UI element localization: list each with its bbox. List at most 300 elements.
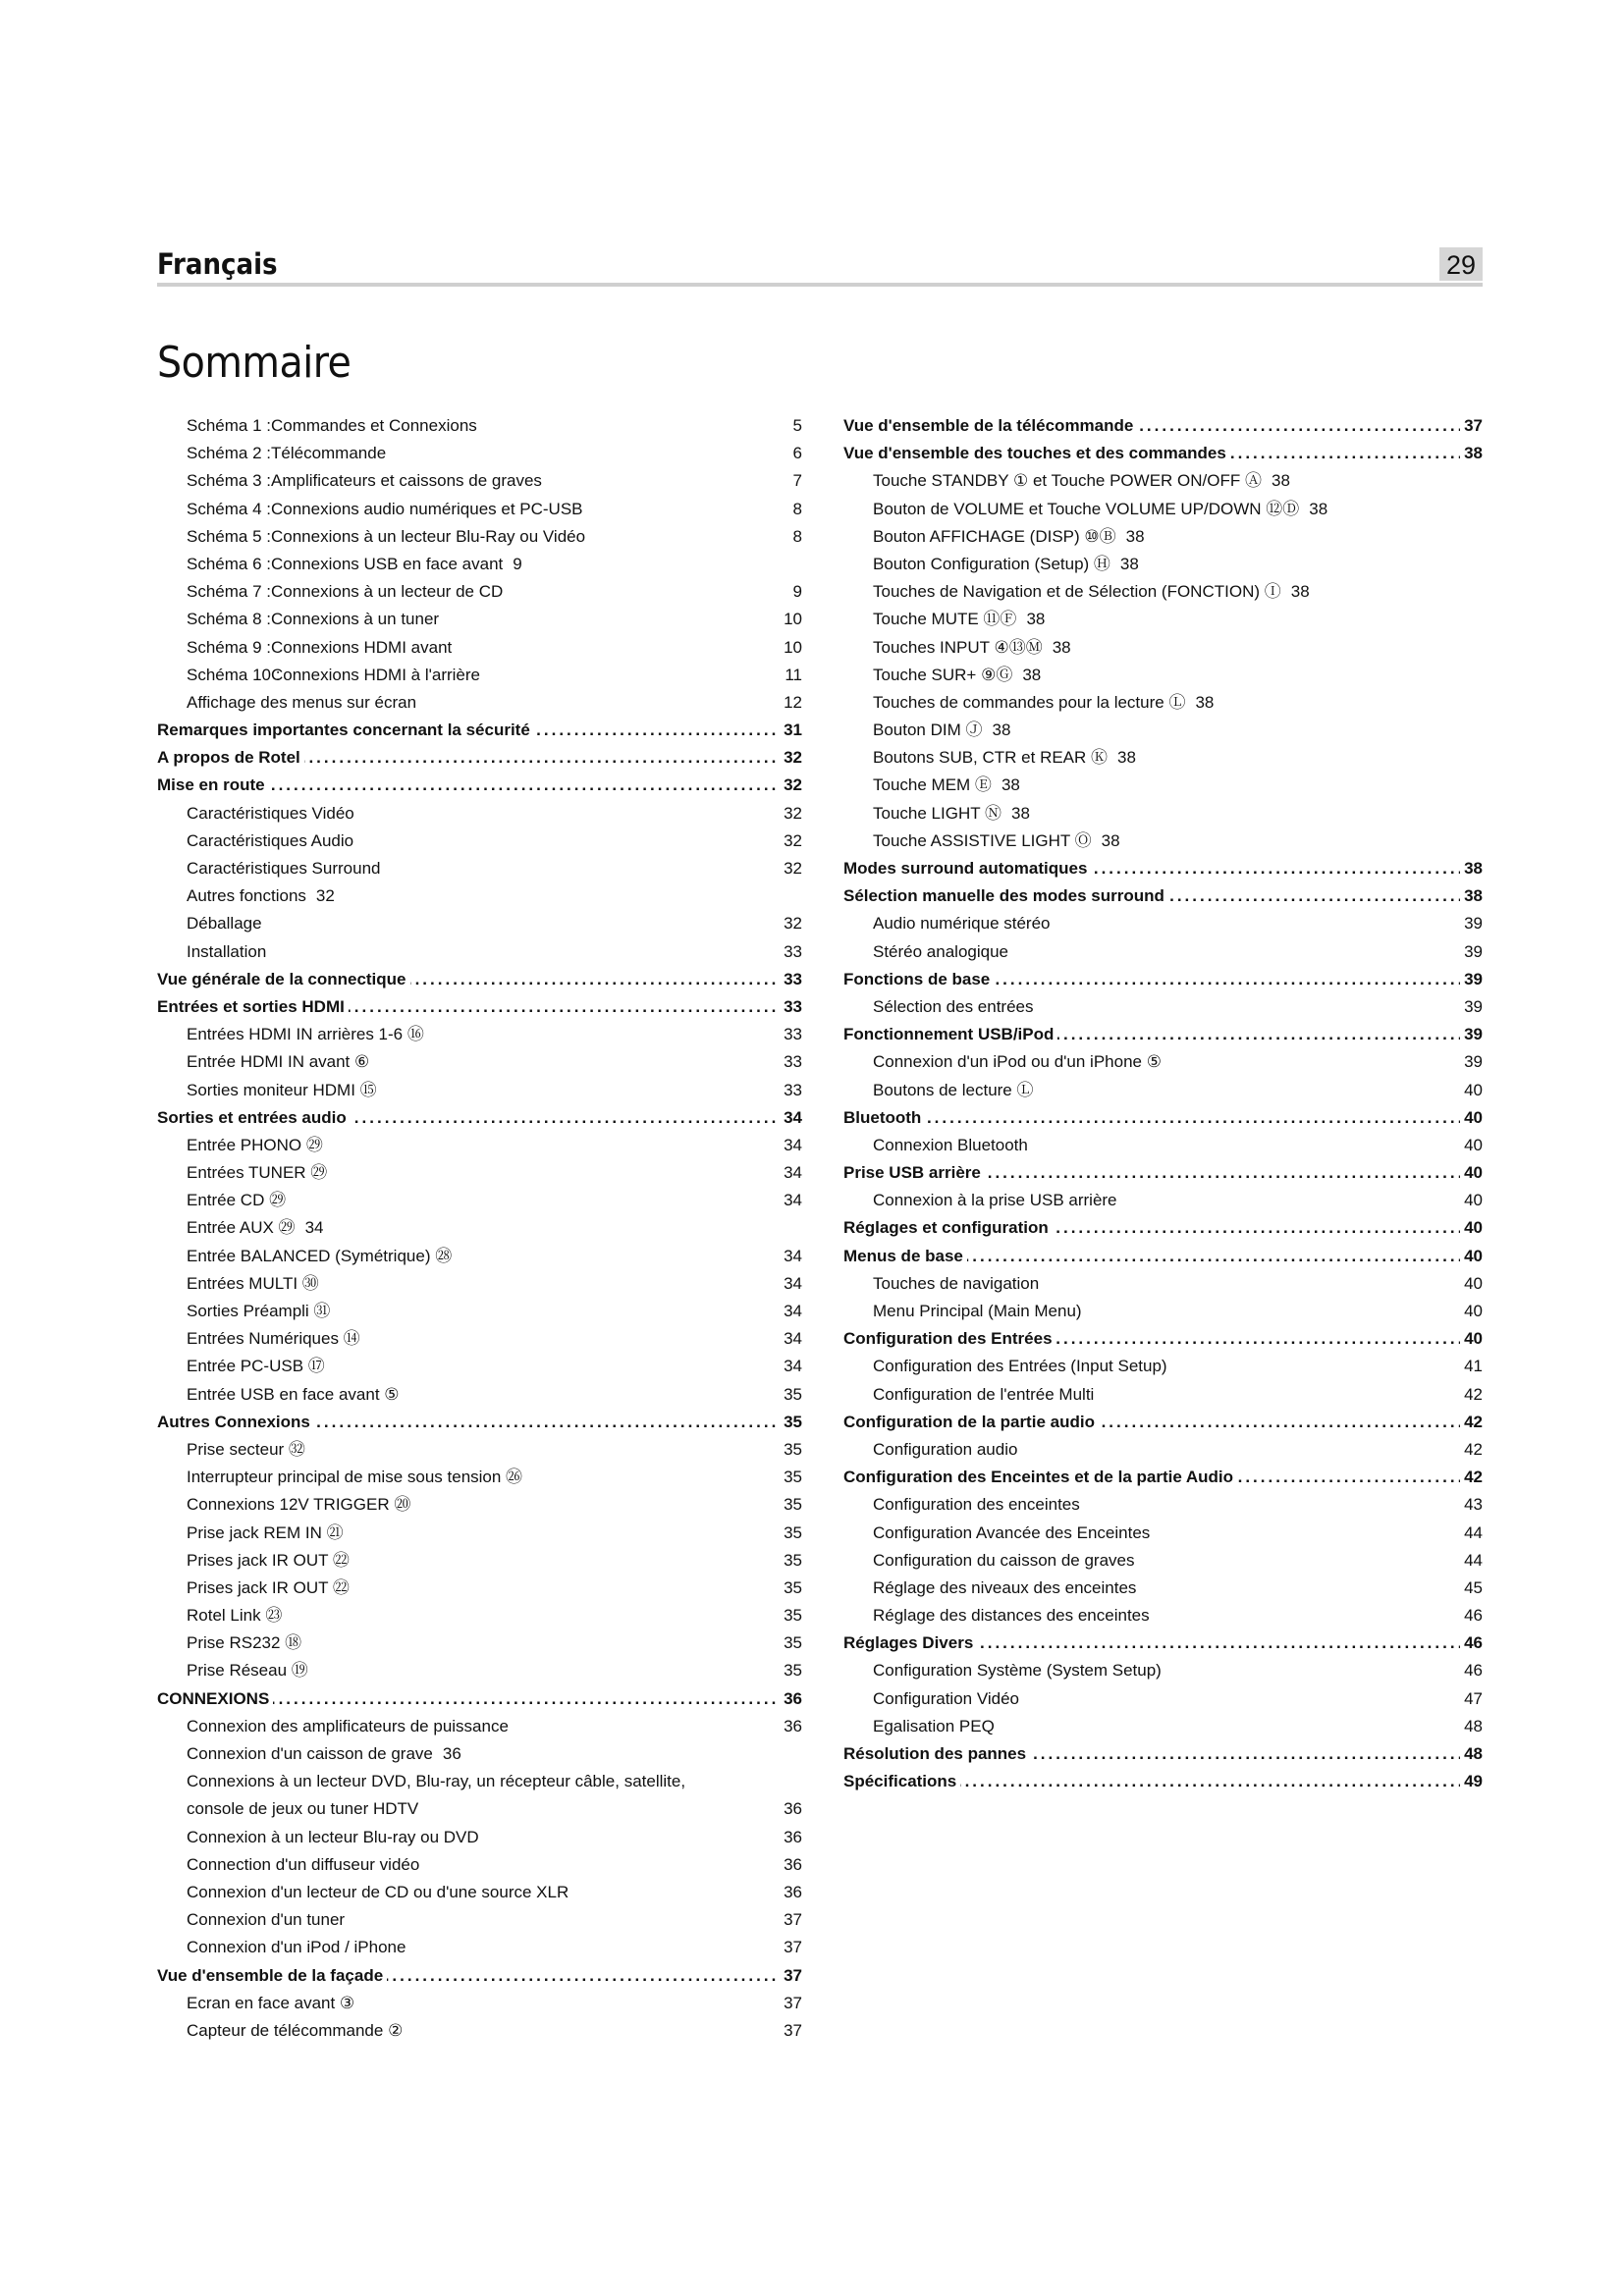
- toc-subentry: [157, 1934, 802, 1961]
- toc-entry-label: Touche LIGHT Ⓝ: [873, 803, 1002, 823]
- toc-entry-page: 34: [780, 1104, 802, 1132]
- toc-entry-page: 8: [792, 526, 802, 546]
- toc-entry-label: Vue d'ensemble de la télécommande: [843, 416, 1134, 435]
- toc-subentry: [843, 828, 1483, 855]
- toc-entry-prefix: Schéma 4 :: [187, 499, 271, 518]
- toc-entry-page: 37: [1460, 412, 1483, 440]
- toc-entry-label: Boutons SUB, CTR et REAR Ⓚ: [873, 748, 1109, 768]
- toc-entry-prefix: Schéma 9 :: [187, 637, 271, 657]
- toc-entry-page: 39: [1460, 966, 1483, 993]
- toc-subentry: [843, 551, 1483, 578]
- toc-entry-inline-page: 38: [1001, 775, 1020, 795]
- toc-entry-page: 34: [784, 1329, 802, 1349]
- toc-entry-label: Entrées et sorties HDMI: [157, 996, 345, 1016]
- toc-right-column: [843, 412, 1483, 1795]
- toc-entry-page: 40: [1460, 1325, 1483, 1353]
- toc-subentry: [157, 412, 802, 440]
- toc-entry-page: 37: [780, 1962, 802, 1990]
- toc-subentry: [843, 1132, 1483, 1159]
- toc-entry-label: Connexion d'un tuner: [187, 1910, 346, 1930]
- toc-entry-inline-page: 38: [1195, 692, 1215, 712]
- toc-subentry: [157, 523, 802, 551]
- toc-subentry: [843, 689, 1483, 717]
- toc-subentry: [843, 1685, 1483, 1713]
- toc-subentry: [157, 1270, 802, 1298]
- toc-entry-label: Stéréo analogique: [873, 941, 1009, 961]
- toc-entry-label: Touche STANDBY ① et Touche POWER ON/OFF Ⓐ: [873, 471, 1262, 491]
- toc-entry-label: Connexions à un lecteur Blu-Ray ou Vidéo: [271, 526, 586, 546]
- toc-entry-page: 43: [1464, 1495, 1483, 1515]
- toc-entry-page: 32: [784, 859, 802, 878]
- toc-entry-label: Caractéristiques Vidéo: [187, 803, 354, 823]
- toc-entry-page: 32: [780, 744, 802, 772]
- toc-entry-prefix: Schéma 5 :: [187, 526, 271, 546]
- toc-entry-label: Interrupteur principal de mise sous tension ㉖: [187, 1468, 523, 1487]
- toc-subentry: [157, 800, 802, 828]
- toc-entry-prefix: Schéma 2 :: [187, 444, 271, 463]
- toc-entry-page: 48: [1460, 1740, 1483, 1768]
- toc-left-column: [157, 412, 802, 2045]
- toc-section-entry: [843, 1021, 1483, 1048]
- toc-entry-page: 31: [780, 717, 802, 744]
- toc-subentry: [843, 1602, 1483, 1629]
- toc-subentry: [843, 634, 1483, 662]
- toc-subentry: [157, 1243, 802, 1270]
- toc-entry-label: Installation: [187, 941, 267, 961]
- toc-entry-label: Prise jack REM IN ㉑: [187, 1522, 344, 1542]
- toc-entry-label: Fonctions de base: [843, 969, 991, 988]
- toc-entry-prefix: Schéma 6 :: [187, 554, 271, 573]
- toc-entry-label: Sorties Préampli ㉛: [187, 1302, 331, 1320]
- toc-entry-page: 40: [1464, 1273, 1483, 1293]
- toc-entry-label: Mise en route: [157, 775, 265, 795]
- toc-entry-label: Remarques importantes concernant la sécurité: [157, 721, 530, 740]
- toc-entry-page: 9: [792, 582, 802, 602]
- toc-entry-label: Entrée PHONO ㉙: [187, 1135, 323, 1154]
- toc-entry-label: Connexion à un lecteur Blu-ray ou DVD: [187, 1827, 479, 1846]
- toc-entry-inline-page: 38: [1290, 582, 1310, 602]
- toc-section-entry: [843, 412, 1483, 440]
- toc-section-entry: [157, 717, 802, 744]
- toc-subentry: [157, 1159, 802, 1187]
- toc-entry-inline-page: 9: [513, 554, 522, 573]
- toc-entry-page: 35: [784, 1550, 802, 1570]
- toc-subentry: [157, 1187, 802, 1214]
- toc-subentry: [157, 1520, 802, 1547]
- toc-subentry: [157, 2017, 802, 2045]
- toc-entry-label: Vue générale de la connectique: [157, 969, 406, 988]
- toc-entry-label: Connexion des amplificateurs de puissance: [187, 1716, 509, 1735]
- toc-entry-page: 33: [784, 941, 802, 961]
- toc-section-entry: [843, 1629, 1483, 1657]
- toc-subentry: [157, 496, 802, 523]
- toc-entry-label: Sélection manuelle des modes surround: [843, 886, 1164, 906]
- toc-entry-label: Caractéristiques Surround: [187, 859, 381, 878]
- toc-entry-page: 39: [1464, 996, 1483, 1016]
- toc-entry-label: Prise Réseau ⑲: [187, 1661, 308, 1681]
- toc-section-entry: [843, 966, 1483, 993]
- toc-entry-label: Menus de base: [843, 1246, 963, 1265]
- toc-subentry: [157, 634, 802, 662]
- toc-subentry: [157, 551, 802, 578]
- toc-entry-label: console de jeux ou tuner HDTV: [187, 1799, 419, 1819]
- toc-entry-prefix: Schéma 8 :: [187, 610, 271, 629]
- toc-subentry: [843, 1657, 1483, 1684]
- toc-entry-inline-page: 38: [1011, 803, 1030, 823]
- toc-subentry: [157, 938, 802, 966]
- toc-entry-page: 35: [784, 1439, 802, 1459]
- toc-section-entry: [157, 772, 802, 799]
- toc-entry-page: 42: [1460, 1464, 1483, 1491]
- toc-entry-page: 40: [1464, 1135, 1483, 1154]
- toc-subentry: [157, 1325, 802, 1353]
- toc-section-entry: [843, 440, 1483, 467]
- toc-entry-label: Commandes et Connexions: [271, 416, 477, 435]
- toc-entry-page: 38: [1460, 440, 1483, 467]
- toc-entry-inline-page: 38: [1101, 830, 1120, 850]
- toc-entry-label: Autres Connexions: [157, 1412, 310, 1431]
- toc-entry-page: 35: [784, 1577, 802, 1597]
- toc-section-entry: [157, 993, 802, 1021]
- toc-entry-label: Rotel Link ㉓: [187, 1606, 283, 1626]
- toc-entry-page: 33: [784, 1080, 802, 1099]
- page-title: Sommaire: [157, 338, 352, 388]
- toc-entry-label: Connexion d'un iPod ou d'un iPhone ⑤: [873, 1052, 1162, 1072]
- toc-entry-page: 32: [784, 803, 802, 823]
- toc-entry-label: Bouton de VOLUME et Touche VOLUME UP/DOWN ⑫Ⓓ: [873, 499, 1300, 518]
- toc-subentry: [157, 1464, 802, 1491]
- toc-entry-label: Caractéristiques Audio: [187, 830, 354, 850]
- toc-section-entry: [843, 1768, 1483, 1795]
- toc-entry-label: Connexions à un tuner: [271, 610, 440, 629]
- toc-subentry: [843, 800, 1483, 828]
- toc-entry-label: Connexions HDMI à l'arrière: [271, 665, 480, 684]
- toc-subentry: [157, 1491, 802, 1519]
- toc-subentry: [843, 1077, 1483, 1104]
- toc-entry-label: Télécommande: [271, 444, 387, 463]
- toc-entry-page: 32: [784, 830, 802, 850]
- toc-entry-page: 40: [1464, 1302, 1483, 1320]
- toc-subentry: [843, 910, 1483, 937]
- toc-entry-page: 36: [784, 1854, 802, 1874]
- toc-entry-page: 33: [784, 1025, 802, 1044]
- toc-entry-page: 36: [784, 1882, 802, 1901]
- toc-entry-page: 37: [784, 2020, 802, 2040]
- toc-entry-page: 35: [784, 1384, 802, 1404]
- toc-section-entry: [843, 1159, 1483, 1187]
- toc-subentry: [843, 993, 1483, 1021]
- toc-subentry: [843, 578, 1483, 606]
- toc-subentry: [157, 1768, 802, 1795]
- toc-entry-label: Connexion à la prise USB arrière: [873, 1191, 1117, 1210]
- toc-entry-label: Affichage des menus sur écran: [187, 692, 417, 712]
- toc-entry-page: 11: [785, 665, 802, 684]
- toc-subentry: [157, 1048, 802, 1076]
- toc-entry-page: 34: [784, 1246, 802, 1265]
- toc-entry-label: Bouton Configuration (Setup) Ⓗ: [873, 554, 1110, 573]
- toc-entry-label: Configuration de l'entrée Multi: [873, 1384, 1095, 1404]
- toc-entry-page: 46: [1464, 1661, 1483, 1681]
- toc-entry-label: Ecran en face avant ③: [187, 1993, 355, 2012]
- toc-entry-label: Configuration audio: [873, 1439, 1018, 1459]
- toc-entry-label: Réglage des distances des enceintes: [873, 1606, 1150, 1626]
- toc-entry-prefix: Schéma 3 :: [187, 471, 271, 491]
- toc-entry-page: 40: [1460, 1159, 1483, 1187]
- toc-subentry: [157, 1547, 802, 1575]
- toc-entry-label: Prises jack IR OUT ㉒: [187, 1550, 350, 1570]
- toc-subentry: [157, 1077, 802, 1104]
- toc-entry-label: Prises jack IR OUT ㉒: [187, 1577, 350, 1597]
- toc-entry-page: 7: [792, 471, 802, 491]
- toc-entry-label: Touche MUTE ⑪Ⓕ: [873, 610, 1017, 629]
- toc-entry-label: Entrée HDMI IN avant ⑥: [187, 1052, 370, 1072]
- toc-entry-page: 48: [1464, 1716, 1483, 1735]
- toc-entry-label: Entrées MULTI ㉚: [187, 1273, 319, 1293]
- toc-entry-label: Vue d'ensemble de la façade: [157, 1965, 384, 1985]
- toc-entry-page: 49: [1460, 1768, 1483, 1795]
- toc-entry-label: Audio numérique stéréo: [873, 914, 1051, 934]
- toc-subentry: [157, 1602, 802, 1629]
- toc-entry-page: 42: [1464, 1439, 1483, 1459]
- toc-entry-label: Connexions à un lecteur de CD: [271, 582, 504, 602]
- toc-subentry: [157, 1879, 802, 1906]
- toc-section-entry: [843, 1325, 1483, 1353]
- toc-entry-label: Touches de navigation: [873, 1273, 1040, 1293]
- toc-section-entry: [843, 1409, 1483, 1436]
- toc-entry-label: Entrées TUNER ㉙: [187, 1163, 328, 1183]
- toc-subentry: [157, 1575, 802, 1602]
- toc-entry-prefix: Schéma 1 :: [187, 416, 271, 435]
- toc-subentry: [843, 523, 1483, 551]
- toc-subentry: [843, 1520, 1483, 1547]
- toc-entry-page: 36: [784, 1827, 802, 1846]
- page-header: [157, 245, 1483, 285]
- toc-entry-page: 34: [784, 1357, 802, 1376]
- toc-entry-label: Touche ASSISTIVE LIGHT Ⓞ: [873, 830, 1092, 850]
- toc-entry-label: Entrée AUX ㉙: [187, 1218, 296, 1238]
- toc-entry-label: Spécifications: [843, 1772, 957, 1791]
- toc-entry-label: Sélection des entrées: [873, 996, 1034, 1016]
- toc-entry-inline-page: 38: [1052, 637, 1071, 657]
- toc-subentry: [157, 1298, 802, 1325]
- toc-entry-label: Entrée USB en face avant ⑤: [187, 1384, 400, 1404]
- toc-entry-label: Menu Principal (Main Menu): [873, 1302, 1082, 1320]
- toc-entry-page: 35: [784, 1468, 802, 1487]
- toc-entry-page: 32: [780, 772, 802, 799]
- toc-entry-page: 44: [1464, 1550, 1483, 1570]
- toc-entry-page: 8: [792, 499, 802, 518]
- toc-entry-page: 39: [1460, 1021, 1483, 1048]
- toc-entry-page: 5: [792, 416, 802, 435]
- toc-entry-page: 12: [784, 692, 802, 712]
- toc-entry-prefix: Schéma 7 :: [187, 582, 271, 602]
- toc-section-entry: [843, 1464, 1483, 1491]
- toc-entry-page: 42: [1464, 1384, 1483, 1404]
- toc-entry-label: Réglages Divers: [843, 1633, 974, 1653]
- toc-entry-label: Touches de commandes pour la lecture Ⓛ: [873, 692, 1186, 712]
- toc-entry-label: Configuration Système (System Setup): [873, 1661, 1162, 1681]
- toc-subentry: [843, 1353, 1483, 1380]
- header-divider: [157, 283, 1483, 287]
- toc-entry-label: Connexions 12V TRIGGER ⑳: [187, 1495, 411, 1515]
- toc-entry-label: Configuration des Entrées (Input Setup): [873, 1357, 1167, 1376]
- toc-entry-page: 40: [1464, 1191, 1483, 1210]
- toc-entry-page: 38: [1460, 855, 1483, 882]
- toc-entry-label: Prise USB arrière: [843, 1163, 981, 1183]
- toc-entry-page: 39: [1464, 914, 1483, 934]
- toc-entry-label: Réglages et configuration: [843, 1218, 1049, 1238]
- toc-entry-label: Configuration des enceintes: [873, 1495, 1080, 1515]
- toc-subentry: [843, 1491, 1483, 1519]
- toc-entry-inline-page: 38: [1022, 665, 1042, 684]
- toc-subentry: [843, 467, 1483, 495]
- toc-entry-label: Connexion Bluetooth: [873, 1135, 1028, 1154]
- toc-entry-page: 40: [1460, 1214, 1483, 1242]
- toc-entry-inline-page: 38: [1125, 526, 1145, 546]
- toc-subentry: [843, 717, 1483, 744]
- toc-entry-page: 33: [780, 966, 802, 993]
- toc-entry-page: 10: [784, 610, 802, 629]
- toc-subentry: [843, 662, 1483, 689]
- toc-entry-label: Connection d'un diffuseur vidéo: [187, 1854, 420, 1874]
- toc-entry-page: 33: [784, 1052, 802, 1072]
- toc-subentry: [157, 1629, 802, 1657]
- toc-entry-page: 35: [784, 1522, 802, 1542]
- toc-subentry: [843, 1298, 1483, 1325]
- toc-entry-page: 40: [1464, 1080, 1483, 1099]
- toc-entry-page: 34: [784, 1273, 802, 1293]
- toc-section-entry: [843, 855, 1483, 882]
- toc-entry-label: Connexions à un lecteur DVD, Blu-ray, un récepteur câble, satellite,: [187, 1772, 686, 1791]
- toc-entry-label: Configuration des Enceintes et de la partie Audio: [843, 1468, 1234, 1487]
- toc-entry-label: Boutons de lecture Ⓛ: [873, 1080, 1034, 1099]
- toc-entry-page: 37: [784, 1910, 802, 1930]
- toc-entry-label: Connexions audio numériques et PC-USB: [271, 499, 583, 518]
- toc-section-entry: [157, 1685, 802, 1713]
- toc-entry-page: 35: [784, 1661, 802, 1681]
- toc-entry-label: Connexion d'un lecteur de CD ou d'une source XLR: [187, 1882, 569, 1901]
- language-label: Français: [157, 247, 278, 281]
- toc-subentry: [157, 689, 802, 717]
- toc-entry-label: Réglage des niveaux des enceintes: [873, 1577, 1137, 1597]
- toc-entry-page: 35: [784, 1606, 802, 1626]
- toc-entry-page: 40: [1460, 1243, 1483, 1270]
- toc-subentry: [843, 1547, 1483, 1575]
- toc-entry-page: 46: [1464, 1606, 1483, 1626]
- toc-subentry: [843, 772, 1483, 799]
- toc-entry-page: 32: [784, 914, 802, 934]
- toc-entry-label: Entrée PC-USB ⑰: [187, 1357, 325, 1376]
- toc-entry-label: Configuration de la partie audio: [843, 1412, 1095, 1431]
- toc-entry-page: 46: [1460, 1629, 1483, 1657]
- toc-entry-page: 37: [784, 1993, 802, 2012]
- toc-entry-page: 44: [1464, 1522, 1483, 1542]
- toc-entry-page: 39: [1464, 1052, 1483, 1072]
- toc-entry-label: Bouton DIM Ⓙ: [873, 721, 983, 740]
- toc-subentry: [157, 1353, 802, 1380]
- page-number: 29: [1439, 247, 1483, 281]
- toc-entry-label: A propos de Rotel: [157, 748, 300, 768]
- toc-subentry: [843, 496, 1483, 523]
- toc-entry-label: Capteur de télécommande ②: [187, 2020, 404, 2040]
- toc-subentry: [157, 440, 802, 467]
- toc-subentry: [843, 1436, 1483, 1464]
- toc-entry-page: 34: [784, 1135, 802, 1154]
- toc-entry-page: 36: [780, 1685, 802, 1713]
- toc-entry-label: Configuration Avancée des Enceintes: [873, 1522, 1151, 1542]
- toc-section-entry: [157, 966, 802, 993]
- toc-entry-label: Amplificateurs et caissons de graves: [271, 471, 542, 491]
- toc-subentry: [157, 467, 802, 495]
- toc-entry-inline-page: 38: [1119, 554, 1139, 573]
- toc-subentry: [157, 1740, 802, 1768]
- toc-entry-page: 35: [784, 1633, 802, 1653]
- toc-entry-label: Configuration des Entrées: [843, 1329, 1053, 1349]
- toc-subentry: [157, 1824, 802, 1851]
- toc-entry-inline-page: 38: [1271, 471, 1290, 491]
- toc-subentry: [157, 662, 802, 689]
- toc-section-entry: [843, 1243, 1483, 1270]
- toc-entry-page: 40: [1460, 1104, 1483, 1132]
- toc-subentry: [157, 1851, 802, 1879]
- toc-subentry: [157, 1381, 802, 1409]
- toc-subentry: [843, 606, 1483, 633]
- toc-subentry: [843, 1048, 1483, 1076]
- toc-entry-inline-page: 38: [1309, 499, 1328, 518]
- toc-entry-page: 10: [784, 637, 802, 657]
- toc-entry-label: Connexion d'un caisson de grave: [187, 1744, 433, 1763]
- toc-entry-label: Prise secteur ㉜: [187, 1439, 305, 1459]
- toc-entry-inline-page: 38: [1026, 610, 1046, 629]
- toc-entry-label: Vue d'ensemble des touches et des commandes: [843, 444, 1226, 463]
- toc-entry-label: Sorties et entrées audio: [157, 1107, 347, 1127]
- toc-subentry: [157, 606, 802, 633]
- toc-entry-label: CONNEXIONS: [157, 1688, 270, 1708]
- toc-subentry: [157, 1713, 802, 1740]
- toc-subentry: [157, 1214, 802, 1242]
- toc-entry-page: 38: [1460, 882, 1483, 910]
- toc-entry-inline-page: 38: [1117, 748, 1136, 768]
- toc-entry-label: Connexions HDMI avant: [271, 637, 453, 657]
- toc-subentry: [843, 1575, 1483, 1602]
- toc-subentry: [157, 1132, 802, 1159]
- toc-entry-page: 45: [1464, 1577, 1483, 1597]
- toc-section-entry: [157, 1962, 802, 1990]
- toc-entry-label: Entrées HDMI IN arrières 1-6 ⑯: [187, 1025, 424, 1044]
- toc-entry-label: Sorties moniteur HDMI ⑮: [187, 1080, 377, 1099]
- toc-subentry: [157, 910, 802, 937]
- toc-subentry: [157, 578, 802, 606]
- toc-entry-label: Connexion d'un iPod / iPhone: [187, 1938, 406, 1957]
- toc-subentry: [843, 1381, 1483, 1409]
- toc-subentry: [843, 938, 1483, 966]
- toc-subentry: [157, 882, 802, 910]
- toc-entry-label: Bouton AFFICHAGE (DISP) ⑩Ⓑ: [873, 526, 1116, 546]
- toc-entry-label: Modes surround automatiques: [843, 859, 1088, 878]
- toc-entry-label: Autres fonctions: [187, 886, 306, 906]
- toc-entry-page: 34: [784, 1163, 802, 1183]
- toc-subentry: [157, 1021, 802, 1048]
- toc-section-entry: [843, 1104, 1483, 1132]
- toc-subentry: [843, 1713, 1483, 1740]
- toc-entry-label: Fonctionnement USB/iPod: [843, 1025, 1055, 1044]
- toc-entry-page: 34: [784, 1302, 802, 1320]
- toc-entry-inline-page: 32: [315, 886, 335, 906]
- dot-leader: [843, 1104, 1483, 1132]
- toc-subentry: [157, 1990, 802, 2017]
- toc-section-entry: [843, 882, 1483, 910]
- toc-subentry: [157, 1906, 802, 1934]
